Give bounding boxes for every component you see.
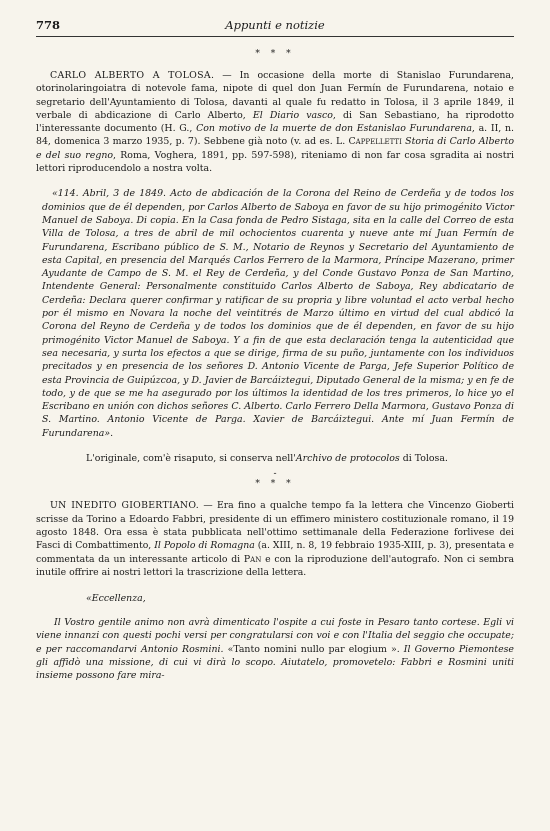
article-carlo-alberto-intro: CARLO ALBERTO A TOLOSA. — In occasione della morte di Stanislao Furundarena, otorinolaringoiatra di notevole fama, nipote di quel don Juan Fermín de Furundarena, notaio e segretario dell'Ayuntamiento di Tolosa, davanti al quale fu redatto in Tolosa, il 3 aprile 1849, il verbale di abdicazione di Carlo Alberto, El Diario vasco, di San Sebastiano, ha riprodotto l'interessante documento (H. G., Con motivo de la muerte de don Estanislao Furundarena, a. II, n. 84, domenica 3 marzo 1935, p. 7). Sebbene già noto (v. ad es. L. Cappelletti Storia di Carlo Alberto e del suo regno, Roma, Voghera, 1891, pp. 597-598), riteniamo di non far cosa sgradita ai nostri lettori riproducendolo a nostra volta. (36, 70, 514, 175)
section-separator-stars: * * * (255, 49, 295, 59)
archive-note: L'originale, com'è risaputo, si conserva nell'Archivo de protocolos di Tolosa. (86, 453, 448, 465)
section-separator-stars-2: * * * (255, 479, 295, 490)
running-head (36, 18, 514, 37)
article-title-2: UN INEDITO GIOBERTIANO. (50, 500, 199, 512)
running-title: Appunti e notizie (225, 18, 325, 32)
section-separator-dash: - (273, 469, 277, 480)
letter-greeting: «Eccellenza, (86, 593, 146, 605)
abdication-act-quote: «114. Abril, 3 de 1849. Acto de abdicación de la Corona del Reino de Cerdeña y de todos los dominios que de él dependen, por Carlos Alberto de Saboya en favor de su hijo primogénito Victor Manuel de Saboya. Di copia. En la Casa fonda de Pedro Sistaga, sita en la calle del Correo de esta Villa de Tolosa, a tres de abril de mil ochocientos cuarenta y nueve ante mí Juan Fermín de Furundarena, Escribano público de S. M., Notario de Reynos y Secretario del Ayuntamiento de esta Capital, en presencia del Marqués Carlos Ferrero de la Marmora, Príncipe Mazerano, primer Ayudante de Campo de S. M. el Rey de Cerdeña, y del Conde Gustavo Ponza de San Martino, Intendente General: Personalmente constituido Carlos Alberto de Saboya, Rey abdicatario de Cerdeña: Declara querer confirmar y ratificar de su propria y libre voluntad el acto verbal hecho por él mismo en Novara la noche del veintitrés de Marzo último en virtud del cual abdicó la Corona del Reyno de Cerdeña y de todos los dominios que de él dependen, en favor de su hijo primogénito Victor Manuel de Saboya. Y a fin de que esta declaración tenga la autenticidad que sea necesaria, y surta los efectos a que se dirige, firma de su puño, juntamente con los individuos precitados y en presencia de los señores D. Antonio Vicente de Parga, Jefe Superior Político de esta Provincia de Guipúzcoa, y D. Javier de Barcáiztegui, Diputado General de la misma; y en fe de todo, y de que se me ha asegurado por los últimos la identidad de los tres primeros, lo hice yo el Escribano en unión con dichos señores C. Alberto. Carlo Ferrero Della Marmora, Gustavo Ponza di S. Martino. Antonio Vicente de Parga. Xavier de Barcáiztegui. Ante mí Juan Fermín de Furundarena». (42, 188, 514, 439)
page-number: 778 (36, 18, 61, 32)
article-title: CARLO ALBERTO A TOLOSA. (50, 70, 215, 81)
article-gioberti-intro: UN INEDITO GIOBERTIANO. — Era fino a qualche tempo fa la lettera che Vincenzo Gioberti scrisse da Torino a Edoardo Fabbri, presidente di un effimero ministero costituzionale romano, il 19 agosto 1848. Ora essa è stata pubblicata nell'ottimo settimanale della Federazione forlivese dei Fasci di Combattimento, Il Popolo di Romagna (a. XIII, n. 8, 19 febbraio 1935-XIII, p. 3), presentata e commentata da un interessante articolo di Pan e con la riproduzione dell'autografo. Non ci sembra inutile offrire ai nostri lettori la trascrizione della lettera. (36, 500, 515, 578)
letter-body: Il Vostro gentile animo non avrà dimenticato l'ospite a cui foste in Pesaro tanto cortese. Egli vi viene innanzi con questi pochi versi per congratularsi con voi e con l'Italia del seggio che occupate; e per raccomandarvi Antonio Rosmini. «Tanto nomini nullo par elogium ». Il Governo Piemontese gli affidò una missione, di cui vi dirà lo scopo. Aiutatelo, promovetelo: Fabbri e Rosmini uniti insieme possono fare mira- (36, 617, 514, 682)
